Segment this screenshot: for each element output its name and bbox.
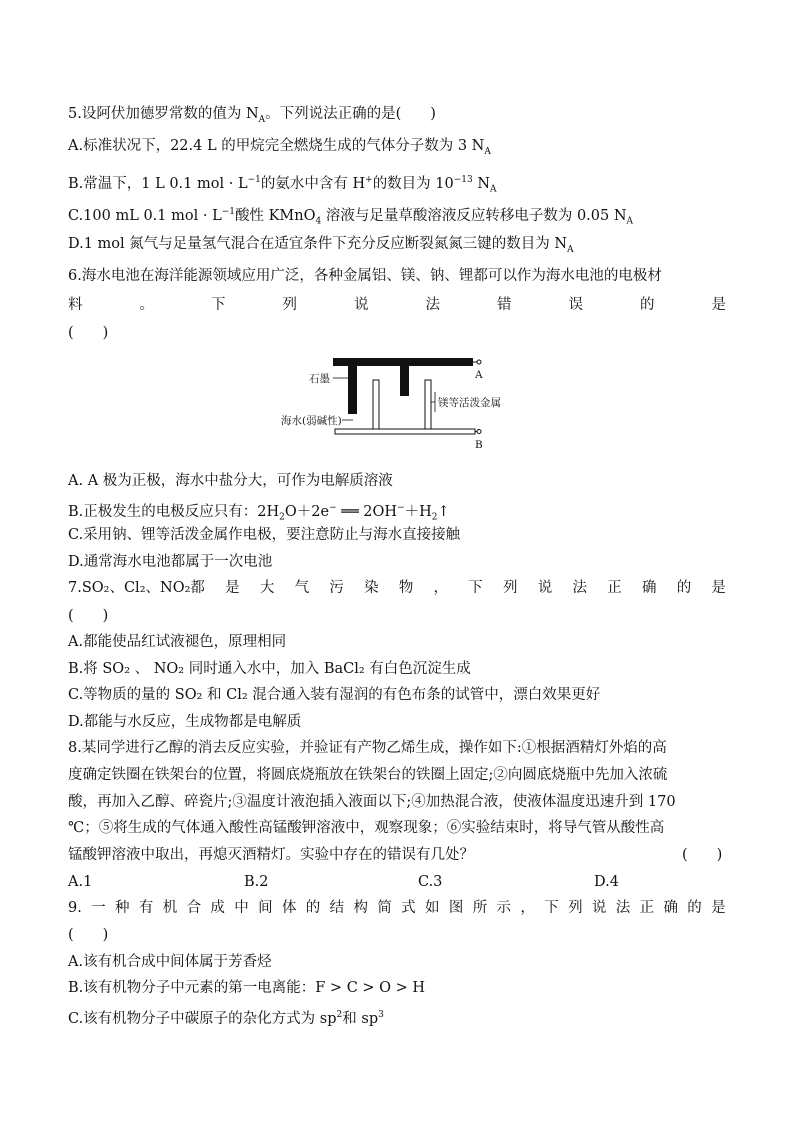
q6-b-part5: ↑ [437,503,450,520]
q7-stem-line1-word: 正 [607,580,622,596]
q6-stem-line2-word: 说 [354,297,369,313]
q6-stem-line2-word: 错 [497,297,512,313]
q9-stem-line1-word: 有 [138,900,154,916]
q9-stem-line1-word: 如 [425,900,440,916]
q6-stem-line2-word: 下 [211,297,226,313]
q5-b-sup3: −13 [453,175,473,185]
metal-electrode-1 [373,380,379,429]
q5-option-c [68,202,633,232]
q5-option-a [68,136,491,162]
q7-stem-line1-word: 物 [398,580,414,596]
q9-stem-line1-word: 简 [377,900,392,916]
q7-stem-line1 [68,578,726,598]
q6-stem-line2-word: 误 [568,297,583,313]
q9-c-sup2: 3 [378,1010,384,1020]
q5-b-part3: 的数目为 10 [372,175,454,192]
q5-c-sup: −1 [221,207,235,217]
q6-b-sub2: 2 [431,512,438,523]
q6-option-b [68,498,450,528]
q9-stem-line1-word: 是 [711,900,726,916]
q9-stem-line1-word: 的 [687,900,702,916]
q6-option-a: A. A 极为正极，海水中盐分大，可作为电解质溶液 [68,473,393,489]
graphite-electrode-middle [400,366,409,396]
q5-d-text: D.1 mol 氮气与足量氢气混合在适宜条件下充分反应断裂氮氮三键的数目为 N [68,236,568,252]
q7-stem-line1-word: 7.SO₂、Cl₂、NO₂都 [68,580,205,596]
q9-stem-line1-word: 正 [639,900,655,916]
q8-option-b: B.2 [244,874,269,890]
q6-stem-line1: 6.海水电池在海洋能源领域应用广泛，各种金属铝、镁、钠、锂都可以作为海水电池的电极材 [68,268,662,284]
q7-stem-line2: ( ) [68,608,109,624]
q6-b-part4: ＋H [404,503,432,520]
q5-stem-text: 5.设阿伏加德罗常数的值为 N [68,106,259,122]
q5-b-part2: 的氨水中含有 H [260,175,366,192]
q7-stem-line1-word: 是 [711,580,726,596]
q5-stem-end: 。下列说法正确的是( ) [265,106,436,122]
q6-stem-line2-word: 列 [282,297,297,313]
q9-option-a: A.该有机合成中间体属于芳香烃 [68,954,272,970]
label-active-metal: 镁等活泼金属 [438,397,501,409]
q9-stem-line1-word: 中 [234,900,249,916]
q6-stem-line2 [68,295,726,315]
label-b: B [475,439,483,451]
q7-stem-line1-word: 列 [503,580,518,596]
q9-stem-line1-word: 的 [305,900,321,916]
q6-stem-line2-word: 法 [425,297,440,313]
q5-stem [68,104,436,130]
q9-stem-line1-word: 法 [615,900,631,916]
q6-option-c: C.采用钠、锂等活泼金属作电极，要注意防止与海水直接接触 [68,527,461,543]
q7-stem-line1-word: 法 [572,580,587,596]
q7-option-d: D.都能与水反应，生成物都是电解质 [68,714,302,730]
q5-c-part2: 酸性 KMnO [234,207,316,224]
q9-stem-line1-word: 9. [68,900,82,916]
metal-bottom-plate [335,429,475,434]
q9-stem-line1-word: 体 [281,900,297,916]
q9-c-part2: 和 sp [342,1010,379,1027]
q7-stem-line1-word: 染 [364,580,379,596]
seawater-battery-figure [281,352,505,452]
q6-option-d: D.通常海水电池都属于一次电池 [68,554,273,570]
q8-line3: 酸，再加入乙醇、碎瓷片;③温度计液泡插入液面以下;④加热混合液，使液体温度迅速升到 170 [68,794,676,810]
q9-stem-line1-word: 列 [568,900,583,916]
q6-b-part1: B.正极发生的电极反应只有：2H [68,503,280,520]
q5-option-a-text: A.标准状况下，22.4 L 的甲烷完全燃烧生成的气体分子数为 3 N [68,138,485,154]
q9-stem-line1-word: 确 [663,900,678,916]
q6-stem-line3: ( ) [68,325,109,341]
q7-option-c: C.等物质的量的 SO₂ 和 Cl₂ 混合通入装有湿润的有色布条的试管中，漂白效果更好 [68,687,601,703]
q7-stem-line1-word: 是 [225,580,240,596]
q8-option-d: D.4 [594,874,619,890]
q8-line2: 度确定铁圈在铁架台的位置，将圆底烧瓶放在铁架台的铁圈上固定;②向圆底烧瓶中先加入浓硫 [68,767,668,783]
q5-option-a-sub: A [484,146,491,157]
q9-stem-line1-word: 下 [544,900,559,916]
q9-c-sup1: 2 [336,1010,343,1020]
q9-stem-line1-word: 成 [210,900,225,916]
q9-stem-line1-word: 种 [115,900,130,916]
q6-b-sup2: − [397,503,405,513]
q7-stem-line1-word: 气 [294,580,310,596]
q6-b-part3: ══ 2OH [336,503,398,520]
q7-stem-line1-word: 污 [329,580,344,596]
q9-c-part1: C.该有机物分子中碳原子的杂化方式为 sp [68,1010,337,1027]
q9-stem-line1-word: 所 [472,900,488,916]
q9-stem-line1-word: ， [520,900,535,916]
q5-c-part1: C.100 mL 0.1 mol · L [68,207,222,224]
label-graphite: 石墨 [309,373,330,385]
q7-option-b: B.将 SO₂ 、 NO₂ 同时通入水中，加入 BaCl₂ 有白色沉淀生成 [68,661,471,677]
q9-stem-line1-word: 机 [162,900,178,916]
q5-option-d [68,234,574,260]
q6-stem-line2-word: 是 [711,297,726,313]
q5-b-sup2: + [365,175,373,185]
q9-stem-line1-word: 构 [353,900,368,916]
q8-option-c: C.3 [418,874,443,890]
q9-stem-line1-word: 一 [91,900,106,916]
q7-stem-line1-word: 说 [537,580,553,596]
q7-stem-line1-word: 的 [676,580,692,596]
q5-b-sup1: −1 [247,175,261,185]
graphite-top-bar [333,358,473,366]
q9-stem-line2: ( ) [68,927,109,943]
q9-option-b: B.该有机物分子中元素的第一电离能：F > C > O > H [68,980,426,996]
q9-stem-line1-word: 说 [591,900,607,916]
q5-b-sub: A [490,184,497,195]
q6-stem-line2-word: 。 [139,297,154,313]
terminal-a [477,360,481,364]
q9-stem-line1 [68,898,726,918]
q7-stem-line1-word: ， [433,580,449,596]
q9-option-c [68,1005,384,1029]
q6-stem-line2-word: 料 [68,297,83,313]
terminal-b [477,430,481,434]
q5-c-sub2: A [626,216,634,227]
q9-stem-line1-word: 图 [448,900,464,916]
q6-b-part2: O＋2e [284,503,330,520]
q7-stem-line1-word: 下 [468,580,483,596]
q8-line4: ℃；⑤将生成的气体通入酸性高锰酸钾溶液中，观察现象；⑥实验结束时，将导气管从酸性高 [68,820,665,836]
q5-stem-sub: A [258,114,266,125]
q5-b-part4: N [472,175,491,192]
q5-d-sub: A [567,244,574,255]
q7-stem-line1-word: 大 [259,580,275,596]
q8-line5: 锰酸钾溶液中取出，再熄灭酒精灯。实验中存在的错误有几处？ [68,847,474,863]
q9-stem-line1-word: 示 [496,900,512,916]
q5-b-part1: B.常温下，1 L 0.1 mol · L [68,175,248,192]
q8-line1: 8.某同学进行乙醇的消去反应实验，并验证有产物乙烯生成，操作如下:①根据酒精灯外焰的高 [68,740,667,756]
q6-b-sup1: − [329,503,337,513]
q9-stem-line1-word: 合 [186,900,202,916]
graphite-electrode-left [348,366,357,414]
q8-answer-paren: ( ) [682,847,723,863]
q5-c-part3: 溶液与足量草酸溶液反应转移电子数为 0.05 N [321,207,627,224]
q6-b-sub1: 2 [279,512,285,523]
q5-c-sub1: 4 [315,216,322,227]
q6-stem-line2-word: 的 [640,297,655,313]
q8-option-a: A.1 [68,874,93,890]
q5-option-b [68,170,497,200]
q9-stem-line1-word: 式 [401,900,416,916]
label-seawater: 海水(弱碱性) [281,415,342,427]
q7-option-a: A.都能使品红试液褪色，原理相同 [68,634,287,650]
label-a: A [475,369,483,381]
q9-stem-line1-word: 结 [329,900,345,916]
q7-stem-line1-word: 确 [641,580,657,596]
q9-stem-line1-word: 间 [258,900,273,916]
metal-electrode-2 [425,380,431,429]
